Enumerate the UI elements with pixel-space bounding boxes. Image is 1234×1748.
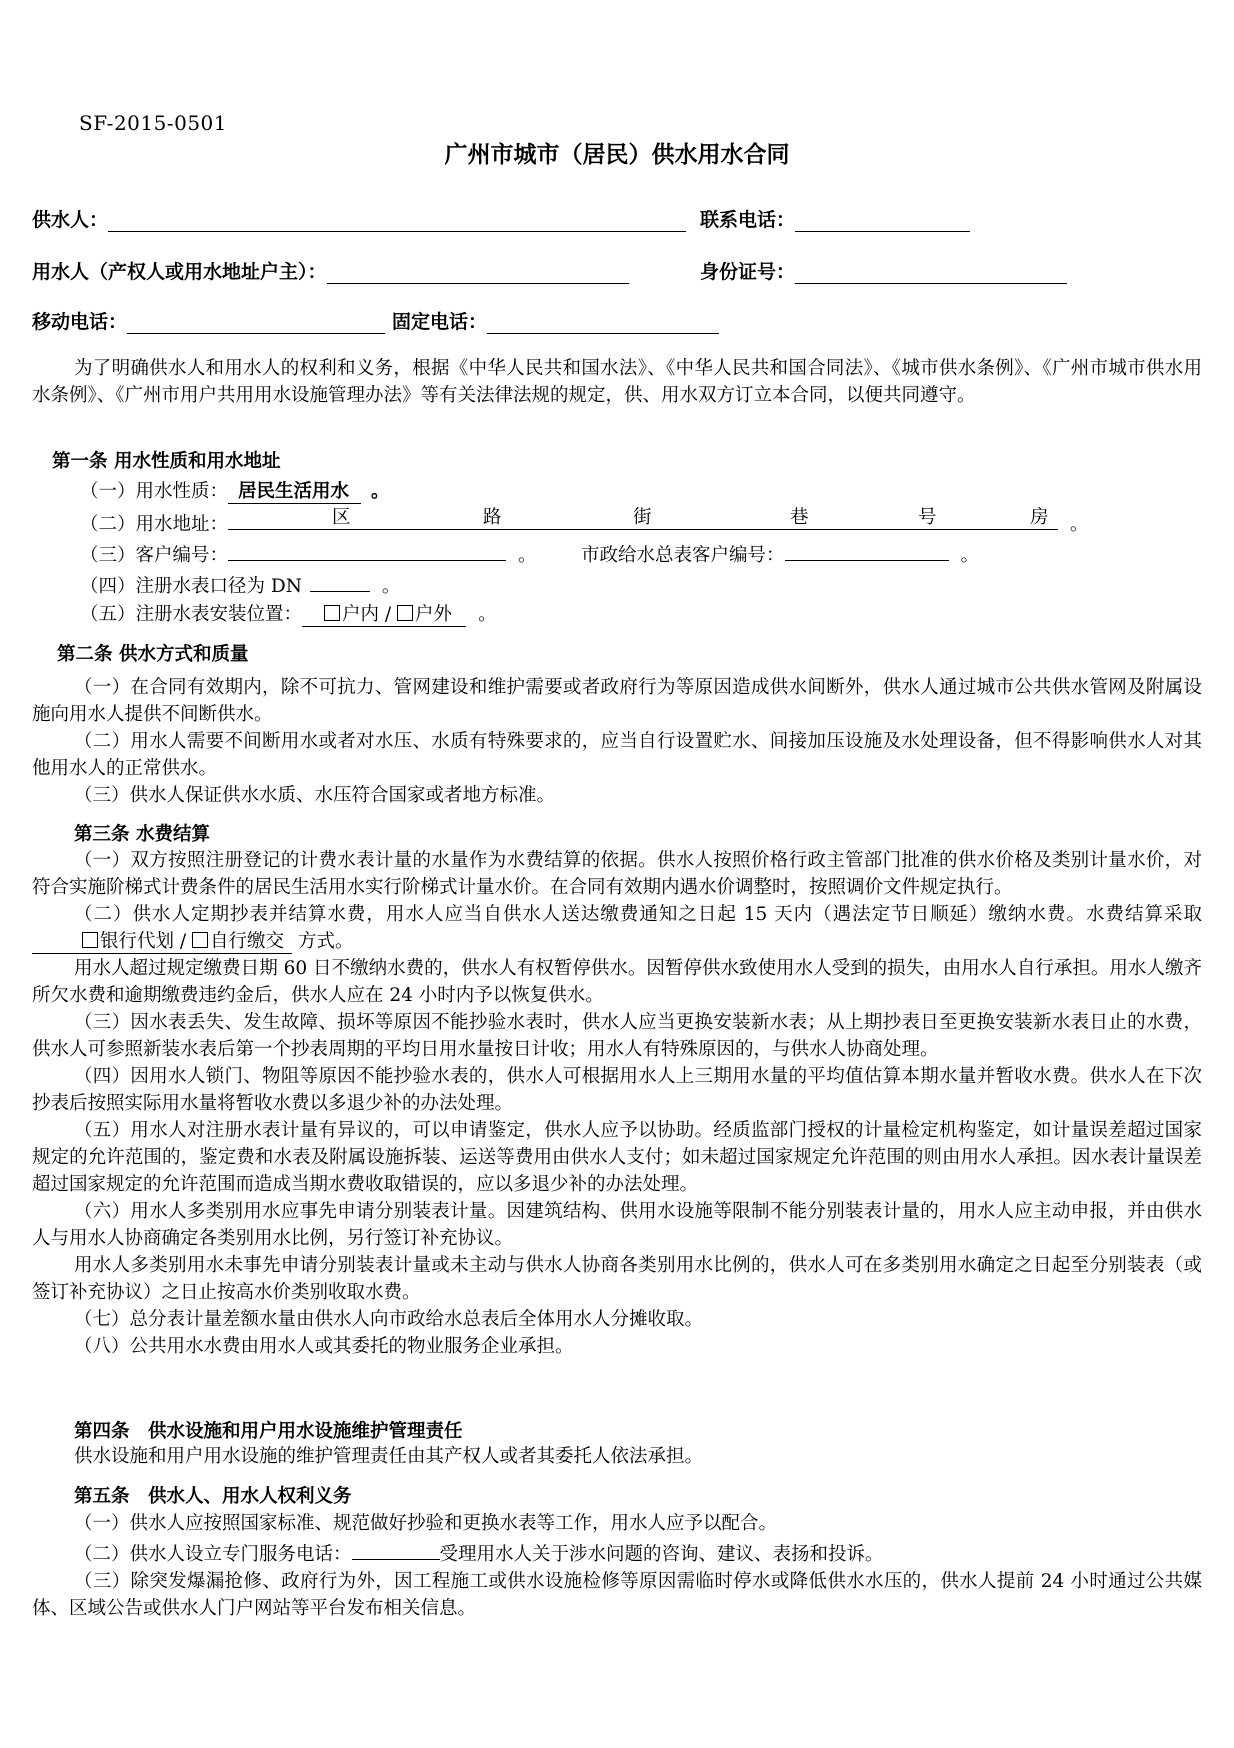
fixed-phone-field: [392, 307, 719, 334]
article5-body: [32, 1510, 1202, 1622]
id-label: 身份证号：: [700, 261, 796, 283]
indoor-label: 户内: [342, 604, 380, 625]
article3-body: [32, 847, 1202, 1360]
article3-p9: （七）总分表计量差额水量由供水人向市政给水总表后全体用水人分摊收取。: [74, 1309, 704, 1330]
article3-p5: （四）因用水人锁门、物阻等原因不能抄验水表的，供水人可根据用水人上三期用水量的平均值估算本期水量并暂收水费。供水人在下次抄表后按照实际用水量将暂收水费以多退少补的办法处理。: [32, 1066, 1202, 1114]
article3-p6: （五）用水人对注册水表计量有异议的，可以申请鉴定，供水人应予以协助。经质监部门授权的计量检定机构鉴定，如计量误差超过国家规定的允许范围的，鉴定费和水表及附属设施拆装、运送等费用由供水人支付；如未超过国家规定允许范围的则由用水人承担。因水表计量误差超过国家规定的允许范围而造成当期水费收取错误的，应以多退少补的办法处理。: [32, 1120, 1202, 1195]
article2-p3: （三）供水人保证供水水质、水压符合国家或者地方标准。: [74, 785, 556, 806]
article5-p2: [32, 1537, 1202, 1568]
article3-p7: （六）用水人多类别用水应事先申请分别装表计量。因建筑结构、供用水设施等限制不能分别装表计量的，用水人应主动申报，并由供水人与用水人协商确定各类别用水比例，另行签订补充协议。: [32, 1201, 1202, 1249]
customer-number-blank[interactable]: [228, 538, 506, 561]
article3-p2-text: （二）供水人定期抄表并结算水费，用水人应当自供水人送达缴费通知之日起 15 天内（遇法定节日顺延）缴纳水费。水费结算采取: [74, 904, 1202, 925]
mobile-field: [32, 307, 385, 334]
address-road: 路: [483, 507, 502, 528]
meter-location-row: [80, 600, 497, 627]
article5-p2-text: （二）供水人设立专门服务电话：: [74, 1544, 352, 1565]
article5-p1: （一）供水人应按照国家标准、规范做好抄验和更换水表等工作，用水人应予以配合。: [74, 1513, 778, 1534]
meter-size-row: [80, 569, 400, 598]
self-pay-label: 自行缴交: [210, 931, 285, 952]
address-street: 街: [633, 507, 652, 528]
article5-p2-end: 受理用水人关于涉水问题的咨询、建议、表扬和投诉。: [439, 1544, 884, 1565]
bank-debit-checkbox[interactable]: [82, 932, 98, 948]
municipal-number-row: [581, 538, 979, 567]
contact-phone-label: 联系电话：: [700, 209, 796, 231]
address-lane: 巷: [790, 507, 809, 528]
indoor-checkbox[interactable]: [324, 605, 340, 621]
page-title: 广州市城市（居民）供水用水合同: [444, 142, 790, 168]
contact-phone-blank[interactable]: [795, 209, 970, 232]
supplier-blank[interactable]: [108, 209, 686, 232]
article5-p3: （三）除突发爆漏抢修、政府行为外，因工程施工或供水设施检修等原因需临时停水或降低供水水压的，供水人提前 24 小时通过公共媒体、区域公告或供水人门户网站等平台发布相关信息。: [32, 1571, 1202, 1619]
article4-p1: 供水设施和用户用水设施的维护管理责任由其产权人或者其委托人依法承担。: [74, 1446, 704, 1467]
location-separator: /: [384, 604, 392, 625]
article2-heading: 第二条 供水方式和质量: [57, 644, 249, 665]
self-pay-checkbox[interactable]: [192, 932, 208, 948]
id-blank[interactable]: [795, 261, 1067, 284]
article1-heading: 第一条 用水性质和用水地址: [52, 451, 281, 472]
service-phone-blank[interactable]: [352, 1537, 440, 1560]
address-end: 。: [1070, 514, 1089, 535]
article2-p1: （一）在合同有效期内，除不可抗力、管网建设和维护需要或者政府行为等原因造成供水间断外，供水人通过城市公共供水管网及附属设施向用水人提供不间断供水。: [32, 677, 1202, 725]
municipal-number-label: 市政给水总表客户编号：: [581, 545, 785, 566]
meter-size-blank[interactable]: [310, 569, 370, 592]
article2-body: [32, 674, 1202, 809]
article4-body: [32, 1443, 1202, 1470]
article3-p1: （一）双方按照注册登记的计费水表计量的水量作为水费结算的依据。供水人按照价格行政主管部门批准的供水价格及类别计量水价，对符合实施阶梯式计费条件的居民生活用水实行阶梯式计量水价。在合同有效期内遇水价调整时，按照调价文件规定执行。: [32, 850, 1202, 898]
usage-nature-value[interactable]: 居民生活用水: [228, 481, 361, 504]
article3-p4: （三）因水表丢失、发生故障、损坏等原因不能抄验水表时，供水人应当更换安装新水表；从上期抄表日至更换安装新水表日止的水费，供水人可参照新装水表后第一个抄表周期的平均日用水量按日计收；用水人有特殊原因的，与供水人协商处理。: [32, 1012, 1202, 1060]
contact-phone-field: [700, 205, 970, 232]
address-room: 房: [1030, 507, 1049, 528]
mobile-label: 移动电话：: [32, 311, 128, 333]
user-field: [32, 257, 629, 284]
meter-location-options: [302, 604, 466, 627]
article3-p2-end: 方式。: [297, 931, 354, 952]
customer-number-end: 。: [518, 545, 537, 566]
article5-heading: 第五条 供水人、用水人权利义务: [74, 1486, 352, 1507]
customer-number-label: （三）客户编号：: [80, 545, 229, 566]
meter-location-end: 。: [478, 604, 497, 625]
billing-separator: /: [179, 931, 187, 952]
article2-p2: （二）用水人需要不间断用水或者对水压、水质有特殊要求的，应当自行设置贮水、间接加压设施及水处理设备，但不得影响供水人对其他用水人的正常供水。: [32, 731, 1202, 779]
address-blank[interactable]: [228, 507, 1058, 530]
address-district: 区: [332, 507, 351, 528]
fixed-phone-blank[interactable]: [487, 311, 719, 334]
usage-nature-label: （一）用水性质：: [80, 481, 229, 502]
user-blank[interactable]: [327, 261, 629, 284]
supplier-label: 供水人：: [32, 209, 109, 231]
municipal-number-blank[interactable]: [785, 538, 949, 561]
user-label: 用水人（产权人或用水地址户主）：: [32, 261, 327, 283]
preamble: [32, 355, 1202, 409]
document-code: SF-2015-0501: [79, 111, 227, 135]
address-number: 号: [918, 507, 937, 528]
usage-nature-end: 。: [371, 481, 390, 502]
municipal-number-end: 。: [960, 545, 980, 566]
fixed-phone-label: 固定电话：: [392, 311, 488, 333]
article4-heading: 第四条 供水设施和用户用水设施维护管理责任: [74, 1421, 463, 1442]
usage-nature-row: [80, 477, 390, 504]
customer-number-row: [80, 538, 537, 567]
address-row: [80, 507, 1089, 536]
article3-p8: 用水人多类别用水未事先申请分别装表计量或未主动与供水人协商各类别用水比例的，供水人可在多类别用水确定之日起至分别装表（或签订补充协议）之日止按高水价类别收取水费。: [32, 1255, 1202, 1303]
preamble-text: 为了明确供水人和用水人的权利和义务，根据《中华人民共和国水法》、《中华人民共和国合同法》、《城市供水条例》、《广州市城市供水用水条例》、《广州市用户共用用水设施管理办法》等有关法律法规的规定，供、用水双方订立本合同，以便共同遵守。: [32, 358, 1202, 406]
supplier-field: [32, 205, 686, 232]
address-label: （二）用水地址：: [80, 514, 229, 535]
meter-location-label: （五）注册水表安装位置：: [80, 604, 303, 625]
bank-debit-label: 银行代划: [100, 931, 175, 952]
outdoor-checkbox[interactable]: [397, 605, 413, 621]
article3-p10: （八）公共用水水费由用水人或其委托的物业服务企业承担。: [74, 1336, 574, 1357]
mobile-blank[interactable]: [127, 311, 385, 334]
meter-size-end: 。: [381, 576, 401, 597]
billing-options: [32, 931, 292, 954]
article3-p2: [32, 901, 1202, 955]
article3-p3: 用水人超过规定缴费日期 60 日不缴纳水费的，供水人有权暂停供水。因暂停供水致使用水人受到的损失，由用水人自行承担。用水人缴齐所欠水费和逾期缴费违约金后，供水人应在 24 小时内予以恢复供水。: [32, 958, 1202, 1006]
outdoor-label: 户外: [415, 604, 453, 625]
article3-heading: 第三条 水费结算: [74, 824, 210, 845]
meter-size-label: （四）注册水表口径为 DN: [80, 576, 302, 597]
id-field: [700, 257, 1067, 284]
